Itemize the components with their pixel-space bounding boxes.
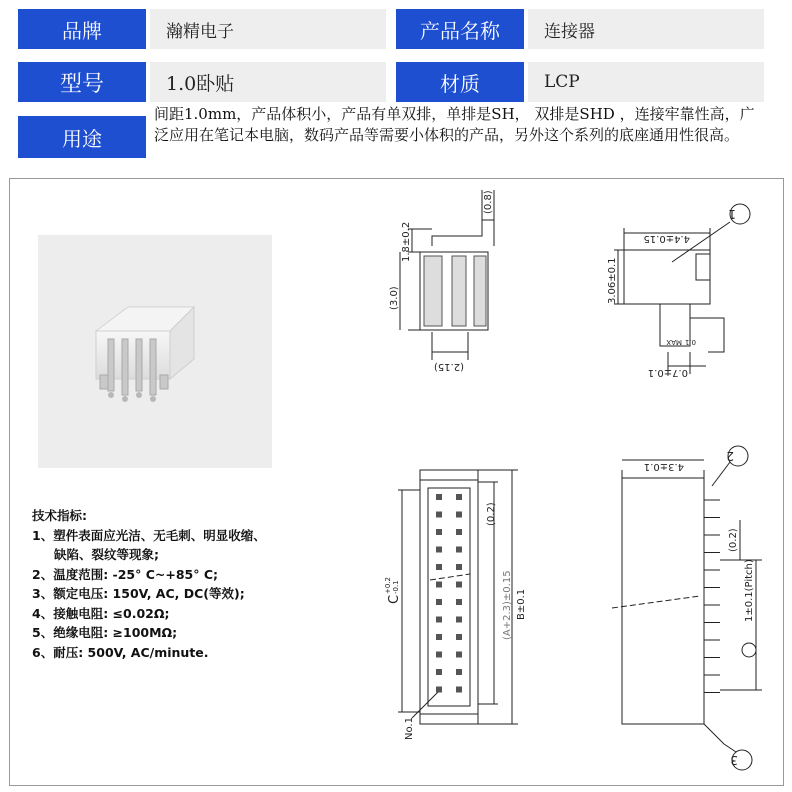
- dim-a23: (A+2.3)±0.15: [502, 570, 513, 640]
- pin-mark: [436, 512, 442, 518]
- spec-item: 缺陷、裂纹等现象;: [54, 547, 159, 562]
- spec-item: 6、耐压: 500V, AC/minute.: [32, 644, 209, 660]
- spec-item: 5、绝缘电阻: ≥100MΩ;: [32, 625, 178, 640]
- dim-0-2-b: (0.2): [728, 528, 739, 552]
- pin-mark: [456, 582, 462, 588]
- pin-mark: [456, 687, 462, 693]
- dim-4-4: 4.4±0.15: [643, 233, 690, 244]
- pin-mark: [436, 494, 442, 500]
- front-view-body: [420, 480, 478, 714]
- top-view-body: [624, 250, 710, 304]
- pin-mark: [456, 599, 462, 605]
- dim-0-8: (0.8): [483, 190, 494, 214]
- no1-label: No.1: [404, 717, 415, 740]
- pin-mark: [436, 547, 442, 553]
- dim-c-tol-bot: -0.1: [392, 580, 400, 594]
- pin-mark: [456, 547, 462, 553]
- spec-item: 3、额定电压: 150V, AC, DC(等效);: [32, 586, 245, 601]
- side-view-2-body: [622, 478, 704, 724]
- pin-mark: [456, 512, 462, 518]
- dim-1-8: 1.8±0.2: [401, 221, 412, 262]
- pin-mark: [456, 652, 462, 658]
- pin-mark: [436, 687, 442, 693]
- spec-item: 2、温度范围: -25° C~+85° C;: [32, 566, 219, 582]
- dim-pitch: 1±0.1(Pitch): [744, 559, 755, 622]
- pin-mark: [436, 669, 442, 675]
- model-label: 型号: [18, 62, 146, 102]
- pin-mark: [456, 494, 462, 500]
- front-view-pins: [436, 494, 462, 693]
- specs-title: 技术指标:: [32, 508, 87, 523]
- max-value: 0.1: [684, 338, 696, 346]
- pin-mark: [436, 529, 442, 535]
- dim-2-15: (2.15): [433, 361, 464, 372]
- usage-label: 用途: [18, 116, 146, 158]
- material-value: LCP: [528, 62, 764, 102]
- side-view-hatch: [424, 256, 442, 326]
- dim-3-0: (3.0): [389, 286, 400, 310]
- pin-mark: [436, 617, 442, 623]
- dim-c: C: [387, 594, 402, 604]
- pin-mark: [436, 652, 442, 658]
- spec-item: 4、接触电阻: ≤0.02Ω;: [32, 605, 170, 621]
- dim-4-3: 4.3±0.1: [643, 461, 684, 472]
- callout-1: 1: [728, 207, 736, 221]
- pin-mark: [436, 634, 442, 640]
- pin-mark: [436, 564, 442, 570]
- dim-c-tol-top: +0.2: [384, 577, 392, 594]
- dim-b: B±0.1: [516, 588, 527, 620]
- pin-mark: [436, 599, 442, 605]
- pin-mark: [456, 529, 462, 535]
- side-view-latch: [432, 220, 494, 246]
- dim-0-7: 0.7±0.1: [647, 367, 688, 378]
- model-value: 1.0卧贴: [150, 62, 386, 102]
- side-view-pins: [704, 500, 720, 693]
- pin-mark: [456, 564, 462, 570]
- pin-mark: [456, 634, 462, 640]
- pin-mark: [436, 582, 442, 588]
- pin-mark: [456, 617, 462, 623]
- product-name-label: 产品名称: [396, 9, 524, 49]
- max-label: MAX: [666, 338, 682, 346]
- dim-0-2-a: (0.2): [486, 502, 497, 526]
- dim-3-06: 3.06±0.1: [607, 257, 618, 304]
- spec-item: 1、塑件表面应光洁、无毛刺、明显收缩、: [32, 527, 266, 543]
- material-label: 材质: [396, 62, 524, 102]
- brand-label: 品牌: [18, 9, 146, 49]
- callout-2: 2: [726, 449, 734, 463]
- usage-value: 间距1.0mm，产品体积小，产品有单双排，单排是SH， 双排是SHD ，连接牢靠性高，广泛应用在笔记本电脑，数码产品等需要小体积的产品，另外这个系列的底座通用性很高。: [154, 105, 755, 144]
- callout-3: 3: [730, 753, 738, 767]
- pin-mark: [456, 669, 462, 675]
- product-name-value: 连接器: [528, 9, 764, 49]
- brand-value: 瀚精电子: [150, 9, 386, 49]
